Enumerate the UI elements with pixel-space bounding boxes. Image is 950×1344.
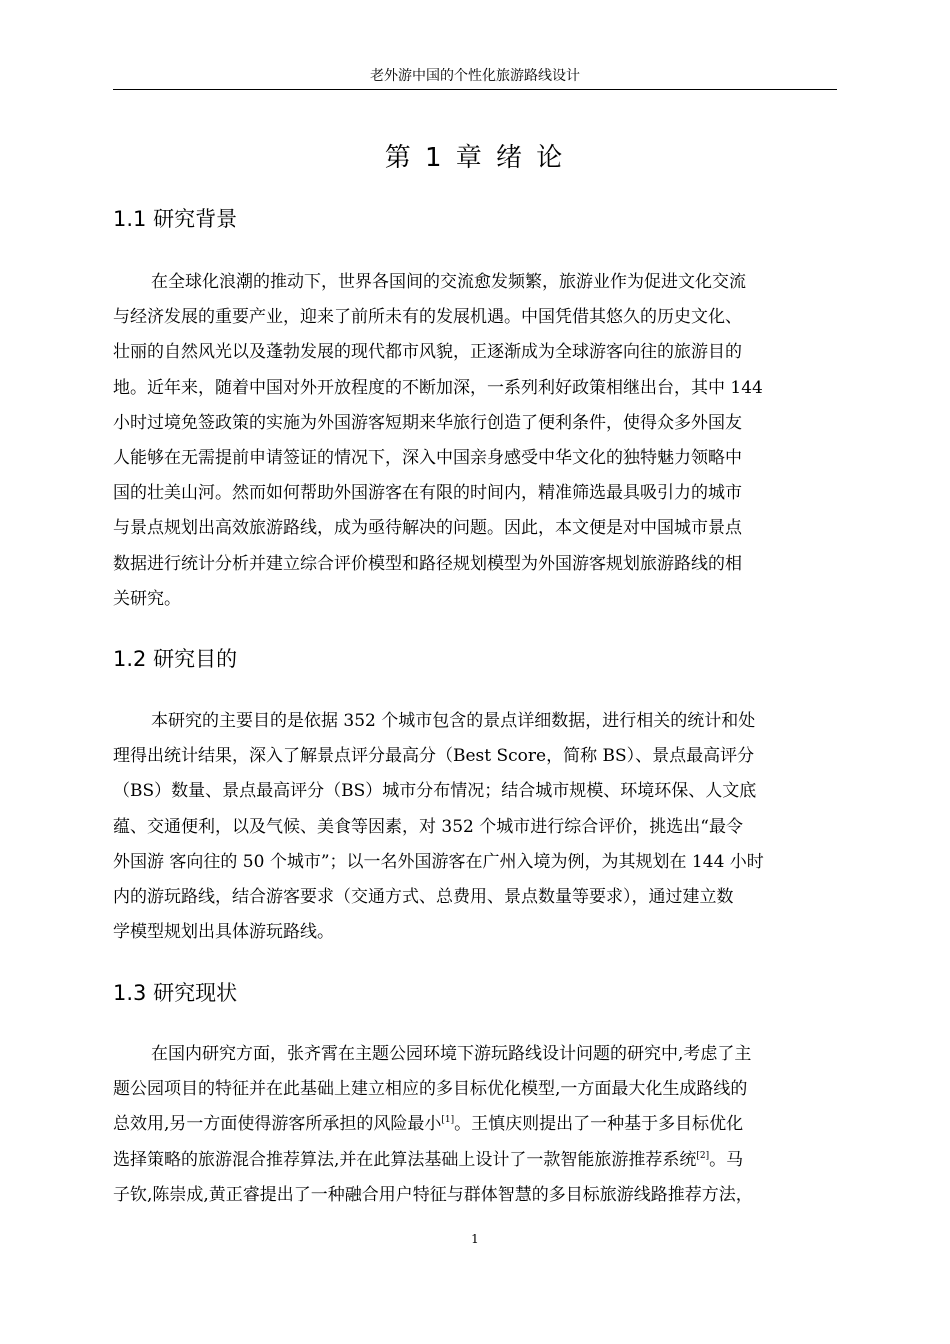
text-line: 壮丽的自然风光以及蓬勃发展的现代都市风貌，正逐渐成为全球游客向往的旅游目的 <box>113 342 742 363</box>
text-line: 内的游玩路线，结合游客要求（交通方式、总费用、景点数量等要求），通过建立数 <box>113 887 734 908</box>
text-run: 。马 <box>709 1149 744 1170</box>
text-line: 与经济发展的重要产业，迎来了前所未有的发展机遇。中国凭借其悠久的历史文化、 <box>113 307 742 328</box>
section-heading-purpose: 1.2 研究目的 <box>113 647 238 671</box>
text-run: 总效用,另一方面使得游客所承担的风险最小 <box>113 1114 442 1135</box>
text-line <box>113 1143 837 1178</box>
paragraph-background <box>113 265 837 617</box>
section-heading-background: 1.1 研究背景 <box>113 207 238 231</box>
citation-ref-2[interactable]: [2] <box>696 1150 710 1161</box>
text-line <box>113 1178 837 1213</box>
text-run: 选择策略的旅游混合推荐算法,并在此算法基础上设计了一款智能旅游推荐系统 <box>113 1149 697 1170</box>
text-run: 在国内研究方面，张齐霄在主题公园环境下游玩路线设计问题的研究中,考虑了主 <box>151 1044 752 1064</box>
text-line: 学模型规划出具体游玩路线。 <box>113 922 334 943</box>
text-line: 蕴、交通便利，以及气候、美食等因素，对 352 个城市进行综合评价，挑选出“最令 <box>113 816 743 837</box>
chapter-title: 第 1 章 绪 论 <box>384 143 566 173</box>
text-line <box>113 1107 837 1142</box>
page-number: 1 <box>471 1232 479 1246</box>
text-line: 与景点规划出高效旅游路线，成为亟待解决的问题。因此，本文便是对中国城市景点 <box>113 518 742 539</box>
text-line <box>113 1037 837 1072</box>
text-line: 国的壮美山河。然而如何帮助外国游客在有限的时间内，精准筛选最具吸引力的城市 <box>113 483 742 504</box>
paragraph-status <box>113 1037 837 1213</box>
text-run: 题公园项目的特征并在此基础上建立相应的多目标优化模型,一方面最大化生成路线的 <box>113 1079 748 1100</box>
text-line: 地。近年来，随着中国对外开放程度的不断加深，一系列利好政策相继出台，其中 144 <box>113 377 763 398</box>
text-line: 本研究的主要目的是依据 352 个城市包含的景点详细数据，进行相关的统计和处 <box>151 711 756 731</box>
text-line: 人能够在无需提前申请签证的情况下，深入中国亲身感受中华文化的独特魅力领略中 <box>113 448 742 469</box>
paragraph-purpose <box>113 704 837 950</box>
text-line: 在全球化浪潮的推动下，世界各国间的交流愈发频繁，旅游业作为促进文化交流 <box>151 272 746 292</box>
text-run: 子钦,陈崇成,黄正睿提出了一种融合用户特征与群体智慧的多目标旅游线路推荐方法， <box>113 1184 753 1205</box>
citation-ref-1[interactable]: [1] <box>441 1115 455 1126</box>
text-line: （BS）数量、景点最高评分（BS）城市分布情况；结合城市规模、环境环保、人文底 <box>113 781 757 802</box>
text-line: 理得出统计结果，深入了解景点评分最高分（Best Score，简称 BS）、景点最高评分 <box>113 746 755 767</box>
section-heading-status: 1.3 研究现状 <box>113 981 238 1005</box>
text-line: 外国游 客向往的 50 个城市”；以一名外国游客在广州入境为例，为其规划在 144 小时 <box>113 851 764 872</box>
text-line <box>113 1072 837 1107</box>
text-run: 。王慎庆则提出了一种基于多目标优化 <box>454 1114 744 1135</box>
running-header: 老外游中国的个性化旅游路线设计 <box>113 66 837 90</box>
text-line: 关研究。 <box>113 588 181 609</box>
text-line: 小时过境免签政策的实施为外国游客短期来华旅行创造了便利条件，使得众多外国友 <box>113 412 742 433</box>
text-line: 数据进行统计分析并建立综合评价模型和路径规划模型为外国游客规划旅游路线的相 <box>113 553 742 574</box>
